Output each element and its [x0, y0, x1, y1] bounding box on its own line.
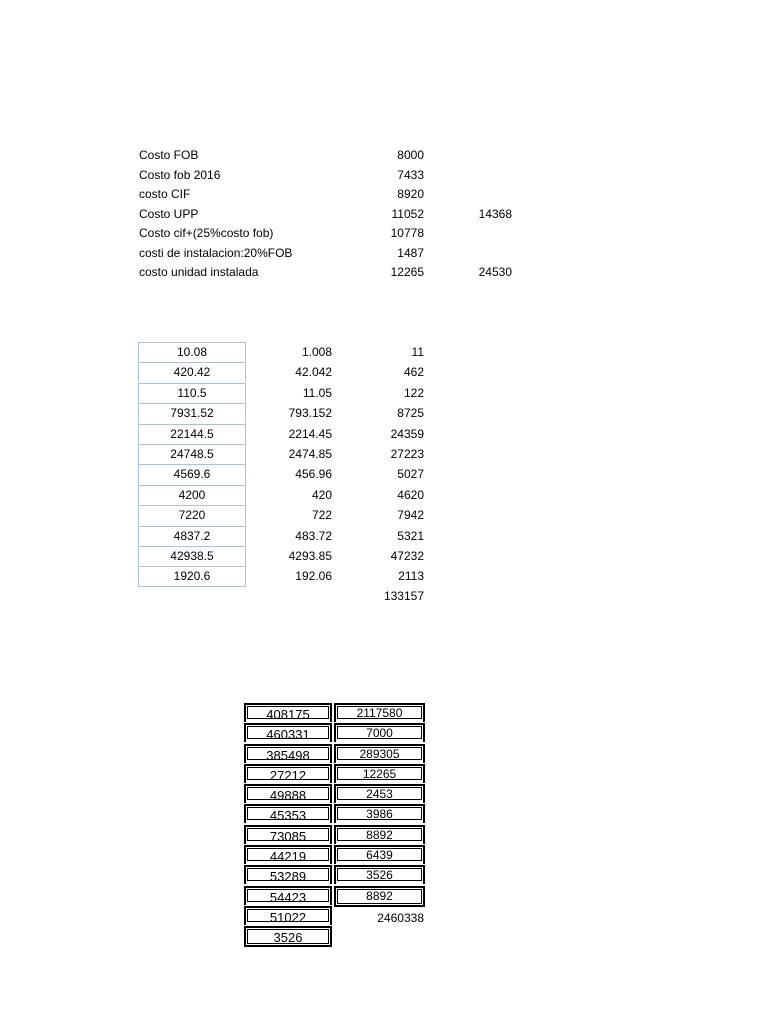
calc-total-cell[interactable]: 462 [403, 365, 424, 380]
summary-value[interactable]: 11052 [391, 206, 424, 221]
summary-value[interactable]: 12265 [390, 265, 424, 279]
calc-base-cell[interactable]: 420.42 [138, 362, 246, 382]
summary-label[interactable]: costi de instalacion:20%FOB [139, 245, 293, 260]
bordered-left-cell[interactable]: 49888 [244, 784, 332, 803]
calc-base-cell[interactable]: 7220 [138, 505, 246, 525]
bordered-table-sum[interactable]: 2460338 [377, 911, 424, 925]
bordered-left-cell[interactable]: 44219 [244, 845, 332, 864]
calc-tenth-cell[interactable]: 2214.45 [288, 426, 332, 441]
calc-tenth-cell[interactable]: 42.042 [295, 365, 332, 380]
bordered-right-cell[interactable]: 289305 [334, 744, 425, 763]
bordered-right-cell[interactable]: 8892 [334, 886, 425, 907]
calc-base-cell[interactable]: 7931.52 [138, 403, 246, 423]
bordered-right-cell[interactable]: 2117580 [334, 703, 425, 722]
bordered-left-cell[interactable]: 53289 [244, 865, 332, 884]
summary-label[interactable]: Costo cif+(25%costo fob) [139, 226, 274, 240]
bordered-right-cell[interactable]: 3986 [334, 804, 425, 823]
calc-row [0, 485, 768, 505]
calc-total-cell[interactable]: 24359 [390, 426, 424, 441]
bordered-left-cell[interactable]: 3526 [244, 926, 332, 947]
bordered-left-cell[interactable]: 54423 [244, 886, 332, 905]
bordered-left-cell[interactable]: 460331 [244, 723, 332, 742]
calc-total-cell[interactable]: 11 [411, 345, 424, 359]
calc-tenth-cell[interactable]: 420 [311, 487, 332, 502]
summary-row [0, 185, 768, 205]
bordered-right-cell[interactable]: 6439 [334, 845, 425, 864]
calc-total-cell[interactable]: 47232 [390, 548, 424, 563]
calc-row [0, 526, 768, 546]
calc-total-cell[interactable]: 8725 [397, 406, 424, 421]
calc-tenth-cell[interactable]: 456.96 [295, 467, 332, 482]
summary-row [0, 166, 768, 186]
summary-value[interactable]: 7433 [397, 167, 424, 182]
calc-row [0, 444, 768, 464]
summary-extra-value[interactable]: 14368 [478, 206, 512, 221]
calc-row [0, 383, 768, 403]
calc-tenth-cell[interactable]: 793.152 [288, 406, 332, 421]
calc-base-cell[interactable]: 1920.6 [138, 566, 246, 587]
bordered-left-cell[interactable]: 408175 [244, 703, 332, 722]
calc-total-cell[interactable]: 2113 [398, 569, 424, 584]
calc-total-cell[interactable]: 122 [403, 385, 424, 400]
bordered-left-cell[interactable]: 51022 [244, 906, 332, 925]
calc-total-cell[interactable]: 5321 [397, 528, 424, 543]
calc-row [0, 403, 768, 423]
calc-base-cell[interactable]: 42938.5 [138, 546, 246, 566]
calc-base-cell[interactable]: 24748.5 [138, 444, 246, 464]
cost-summary-table [0, 146, 768, 283]
summary-value[interactable]: 1487 [397, 245, 424, 260]
bordered-right-cell[interactable]: 2453 [334, 784, 425, 803]
calc-base-cell[interactable]: 4200 [138, 485, 246, 505]
summary-row [0, 205, 768, 225]
summary-label[interactable]: costo unidad instalada [139, 265, 259, 279]
calc-row [0, 546, 768, 566]
summary-value[interactable]: 8000 [397, 148, 424, 162]
summary-label[interactable]: Costo UPP [139, 206, 199, 221]
bordered-right-cell[interactable]: 3526 [334, 865, 425, 884]
calculation-table [0, 342, 768, 587]
calc-row [0, 566, 768, 586]
calc-tenth-cell[interactable]: 2474.85 [288, 446, 332, 461]
bordered-right-cell[interactable]: 8892 [334, 825, 425, 844]
bordered-left-cell[interactable]: 27212 [244, 764, 332, 783]
calc-tenth-cell[interactable]: 483.72 [295, 528, 332, 543]
summary-row [0, 146, 768, 166]
calc-grand-total[interactable]: 133157 [383, 589, 424, 603]
summary-label[interactable]: costo CIF [139, 187, 191, 201]
summary-value[interactable]: 10778 [390, 226, 424, 240]
summary-label[interactable]: Costo fob 2016 [139, 167, 221, 182]
bordered-left-cell[interactable]: 73085 [244, 825, 332, 844]
bordered-left-cell[interactable]: 45353 [244, 804, 332, 823]
summary-label[interactable]: Costo FOB [139, 148, 199, 162]
calc-tenth-cell[interactable]: 1.008 [301, 345, 332, 359]
summary-row [0, 263, 768, 283]
calc-row [0, 362, 768, 382]
calc-tenth-cell[interactable]: 722 [311, 508, 332, 523]
calc-total-cell[interactable]: 4620 [397, 487, 424, 502]
calc-base-cell[interactable]: 22144.5 [138, 424, 246, 444]
calc-total-cell[interactable]: 7942 [397, 508, 424, 523]
calc-total-cell[interactable]: 5027 [397, 467, 424, 482]
calc-row [0, 342, 768, 362]
calc-base-cell[interactable]: 4837.2 [138, 526, 246, 546]
calc-total-cell[interactable]: 27223 [390, 446, 424, 461]
calc-base-cell[interactable]: 110.5 [138, 383, 246, 403]
bordered-right-cell[interactable]: 12265 [334, 764, 425, 783]
bordered-left-cell[interactable]: 385498 [244, 744, 332, 763]
calc-row [0, 464, 768, 484]
summary-row [0, 224, 768, 244]
calc-tenth-cell[interactable]: 11.05 [302, 385, 332, 400]
calc-base-cell[interactable]: 10.08 [138, 342, 246, 362]
bordered-right-cell[interactable]: 7000 [334, 723, 425, 742]
summary-value[interactable]: 8920 [397, 187, 424, 201]
calc-row [0, 505, 768, 525]
summary-row [0, 244, 768, 264]
calc-row [0, 424, 768, 444]
calc-tenth-cell[interactable]: 192.06 [295, 569, 332, 584]
calc-tenth-cell[interactable]: 4293.85 [288, 548, 332, 563]
calc-base-cell[interactable]: 4569.6 [138, 464, 246, 484]
summary-extra-value[interactable]: 24530 [478, 265, 512, 279]
